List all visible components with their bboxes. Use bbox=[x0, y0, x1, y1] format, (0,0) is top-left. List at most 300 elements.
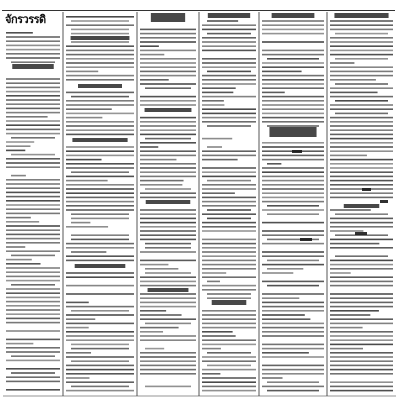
body-text-line bbox=[262, 29, 324, 31]
body-text-line bbox=[6, 87, 60, 89]
body-text-line bbox=[330, 264, 393, 266]
body-text-line bbox=[335, 100, 388, 102]
body-text-line bbox=[66, 54, 134, 56]
body-text-line bbox=[207, 125, 251, 127]
body-text-line bbox=[66, 159, 102, 161]
body-text-line bbox=[6, 318, 60, 320]
body-text-line bbox=[330, 20, 393, 22]
body-text-line bbox=[145, 188, 191, 190]
body-text-line bbox=[66, 255, 134, 257]
body-text-line bbox=[330, 360, 393, 362]
body-text-line bbox=[140, 335, 196, 337]
body-text-line bbox=[6, 145, 30, 147]
body-text-line bbox=[140, 310, 166, 312]
body-text-line bbox=[71, 33, 129, 35]
body-text-line bbox=[140, 37, 196, 39]
body-text-line bbox=[330, 352, 393, 354]
body-text-line bbox=[140, 62, 196, 64]
body-text-line bbox=[6, 381, 60, 383]
body-text-line bbox=[202, 75, 256, 77]
body-text-line bbox=[140, 373, 196, 375]
body-text-line bbox=[330, 142, 393, 144]
body-text-line bbox=[145, 272, 191, 274]
body-text-line bbox=[330, 276, 393, 278]
body-text-line bbox=[6, 158, 60, 160]
body-text-line bbox=[11, 284, 55, 286]
body-text-line bbox=[66, 335, 134, 337]
body-text-line bbox=[71, 348, 129, 350]
body-text-line bbox=[330, 331, 393, 333]
body-text-line bbox=[330, 390, 393, 392]
body-text-line bbox=[207, 352, 251, 354]
body-text-line bbox=[6, 313, 60, 315]
body-text-line bbox=[140, 352, 196, 354]
body-text-line bbox=[262, 79, 324, 81]
body-text-line bbox=[262, 188, 324, 190]
body-text-line bbox=[330, 339, 393, 341]
body-text-line bbox=[66, 197, 134, 199]
body-text-line bbox=[335, 234, 388, 236]
body-text-line bbox=[140, 171, 196, 173]
body-text-line bbox=[6, 238, 60, 240]
body-text-line bbox=[71, 213, 129, 215]
body-text-line bbox=[262, 171, 324, 173]
body-text-line bbox=[262, 251, 324, 253]
body-text-line bbox=[140, 96, 196, 98]
body-text-line bbox=[66, 16, 134, 18]
body-text-line bbox=[11, 61, 55, 63]
body-text-line bbox=[330, 129, 393, 131]
body-text-line bbox=[335, 113, 388, 115]
column-rules bbox=[3, 12, 396, 396]
body-text-line bbox=[262, 306, 324, 308]
body-text-line bbox=[6, 99, 60, 101]
body-text-line bbox=[140, 125, 196, 127]
body-text-line bbox=[6, 360, 60, 362]
body-text-line bbox=[262, 201, 324, 203]
body-text-line bbox=[140, 117, 196, 119]
body-text-line bbox=[262, 180, 324, 182]
body-text-line bbox=[145, 138, 191, 140]
body-text-line bbox=[66, 50, 134, 52]
body-text-line bbox=[207, 71, 251, 73]
body-text-line bbox=[202, 108, 256, 110]
body-text-line bbox=[11, 137, 55, 139]
body-text-line bbox=[140, 66, 196, 68]
body-text-line bbox=[262, 33, 324, 35]
body-text-line bbox=[262, 108, 324, 110]
body-text-line bbox=[66, 306, 134, 308]
body-text-line bbox=[6, 141, 34, 143]
body-text-line bbox=[6, 263, 41, 265]
body-text-line bbox=[330, 79, 376, 81]
body-text-line bbox=[202, 58, 256, 60]
body-text-line bbox=[66, 121, 134, 123]
body-text-line bbox=[140, 218, 196, 220]
body-text-line bbox=[66, 79, 134, 81]
body-text-line bbox=[6, 192, 60, 194]
body-text-line bbox=[202, 276, 256, 278]
body-text-line bbox=[330, 41, 393, 43]
body-text-line bbox=[330, 96, 393, 98]
body-text-line bbox=[207, 209, 251, 211]
body-text-line bbox=[202, 390, 256, 392]
body-text-line bbox=[330, 285, 393, 287]
body-text-line bbox=[66, 377, 89, 379]
body-text-line bbox=[202, 188, 256, 190]
body-text-line bbox=[262, 281, 324, 283]
body-text-line bbox=[66, 373, 134, 375]
body-text-line bbox=[262, 222, 324, 224]
body-text-line bbox=[330, 230, 363, 232]
body-text-line bbox=[202, 201, 256, 203]
body-text-line bbox=[330, 369, 393, 371]
body-text-line bbox=[202, 260, 256, 262]
body-text-line bbox=[330, 386, 393, 388]
body-text-line bbox=[267, 205, 319, 207]
body-text-line bbox=[202, 264, 256, 266]
body-text-line bbox=[330, 176, 393, 178]
body-text-line bbox=[202, 205, 256, 207]
body-text-line bbox=[6, 351, 60, 353]
body-text-line bbox=[66, 276, 134, 278]
body-text-line bbox=[66, 201, 134, 203]
body-text-line bbox=[202, 339, 256, 341]
column-headline bbox=[12, 64, 53, 69]
body-text-line bbox=[6, 116, 48, 118]
body-text-line bbox=[202, 318, 256, 320]
body-text-line bbox=[330, 365, 393, 367]
body-text-line bbox=[202, 369, 256, 371]
body-text-line bbox=[202, 96, 256, 98]
body-text-line bbox=[140, 318, 196, 320]
body-text-line bbox=[330, 121, 393, 123]
body-text-line bbox=[6, 204, 60, 206]
body-text-line bbox=[66, 117, 102, 119]
body-text-line bbox=[330, 335, 393, 337]
column-headline bbox=[212, 300, 247, 305]
body-text-line bbox=[262, 87, 324, 89]
body-text-line bbox=[6, 103, 60, 105]
body-text-line bbox=[6, 234, 60, 236]
body-text-line bbox=[330, 188, 393, 190]
body-text-line bbox=[202, 100, 224, 102]
body-text-line bbox=[71, 20, 129, 22]
body-text-line bbox=[262, 159, 324, 161]
body-text-line bbox=[6, 95, 60, 97]
body-text-line bbox=[202, 348, 221, 350]
body-text-line bbox=[262, 176, 324, 178]
body-text-line bbox=[330, 155, 367, 157]
body-text-line bbox=[66, 293, 134, 295]
column-headline bbox=[272, 13, 315, 18]
body-text-line bbox=[262, 66, 324, 68]
body-text-line bbox=[330, 243, 379, 245]
body-text-line bbox=[145, 243, 191, 245]
body-text-line bbox=[140, 146, 158, 148]
body-text-line bbox=[66, 125, 134, 127]
body-text-line bbox=[262, 83, 324, 85]
body-text-line bbox=[6, 179, 60, 181]
body-text-line bbox=[202, 184, 256, 186]
body-text-line bbox=[262, 104, 324, 106]
body-text-line bbox=[202, 310, 256, 312]
body-text-line bbox=[262, 50, 324, 52]
newspaper-masthead: จักรวรรดิ bbox=[5, 13, 46, 26]
body-text-line bbox=[66, 209, 134, 211]
body-text-line bbox=[71, 251, 106, 253]
body-text-line bbox=[330, 239, 393, 241]
body-text-line bbox=[6, 78, 60, 80]
body-text-line bbox=[6, 91, 60, 93]
body-text-line bbox=[330, 125, 393, 127]
body-text-line bbox=[66, 62, 134, 64]
body-text-line bbox=[66, 75, 134, 77]
body-text-line bbox=[202, 289, 256, 291]
body-text-line bbox=[262, 24, 324, 26]
body-text-line bbox=[6, 183, 60, 185]
body-text-line bbox=[66, 176, 134, 178]
body-text-line bbox=[66, 272, 134, 274]
body-text-line bbox=[330, 117, 393, 119]
body-text-line bbox=[330, 159, 393, 161]
body-text-line bbox=[330, 197, 393, 199]
body-text-line bbox=[262, 255, 324, 257]
body-text-line bbox=[6, 225, 60, 227]
body-text-line bbox=[207, 297, 251, 299]
body-text-line bbox=[202, 138, 232, 140]
body-text-line bbox=[202, 117, 256, 119]
body-text-line bbox=[71, 234, 129, 236]
body-text-line bbox=[66, 365, 134, 367]
body-text-line bbox=[262, 234, 324, 236]
body-text-line bbox=[335, 213, 388, 215]
body-text-line bbox=[202, 171, 256, 173]
body-text-line bbox=[330, 138, 393, 140]
body-text-line bbox=[66, 113, 134, 115]
body-text-line bbox=[330, 344, 393, 346]
body-text-line bbox=[267, 58, 319, 60]
body-text-line bbox=[330, 297, 393, 299]
body-text-line bbox=[202, 381, 256, 383]
body-text-line bbox=[145, 247, 191, 249]
body-text-line bbox=[330, 327, 363, 329]
body-text-line bbox=[330, 163, 393, 165]
body-text-line bbox=[66, 24, 134, 26]
body-text-line bbox=[262, 377, 283, 379]
body-text-line bbox=[140, 79, 169, 81]
body-text-line bbox=[6, 368, 60, 370]
body-text-line bbox=[267, 260, 319, 262]
body-text-line bbox=[262, 230, 324, 232]
body-text-line bbox=[202, 268, 256, 270]
body-text-line bbox=[71, 41, 129, 43]
body-text-line bbox=[66, 192, 134, 194]
body-text-line bbox=[330, 104, 393, 106]
body-text-line bbox=[6, 347, 60, 349]
body-text-line bbox=[262, 146, 324, 148]
body-text-line bbox=[6, 309, 60, 311]
body-text-line bbox=[140, 369, 196, 371]
body-text-line bbox=[6, 82, 60, 84]
body-text-line bbox=[6, 271, 60, 273]
body-text-line bbox=[262, 113, 324, 115]
body-text-line bbox=[202, 285, 256, 287]
body-text-line bbox=[140, 159, 176, 161]
body-text-line bbox=[262, 356, 324, 358]
body-text-line bbox=[207, 293, 251, 295]
bold-inline-mark bbox=[380, 200, 388, 203]
body-text-line bbox=[66, 327, 89, 329]
body-text-line bbox=[6, 280, 60, 282]
column-headline bbox=[146, 200, 191, 204]
body-text-line bbox=[330, 167, 393, 169]
body-text-line bbox=[6, 229, 60, 231]
body-text-line bbox=[71, 310, 129, 312]
body-text-line bbox=[262, 100, 324, 102]
body-text-line bbox=[140, 356, 196, 358]
body-text-line bbox=[140, 75, 196, 77]
body-text-line bbox=[330, 381, 393, 383]
body-text-line bbox=[145, 87, 191, 89]
body-text-line bbox=[207, 218, 251, 220]
body-text-line bbox=[330, 323, 393, 325]
body-text-line bbox=[330, 356, 393, 358]
body-text-line bbox=[202, 360, 256, 362]
body-text-line bbox=[330, 306, 393, 308]
body-text-line bbox=[267, 213, 319, 215]
body-text-line bbox=[330, 226, 393, 228]
body-text-line bbox=[6, 57, 60, 59]
body-text-line bbox=[202, 104, 224, 106]
body-text-line bbox=[262, 184, 324, 186]
body-text-line bbox=[140, 184, 182, 186]
body-text-line bbox=[140, 222, 196, 224]
body-text-line bbox=[202, 243, 256, 245]
body-text-line bbox=[262, 155, 324, 157]
body-text-line bbox=[202, 226, 256, 228]
body-text-line bbox=[330, 268, 393, 270]
body-text-line bbox=[262, 365, 324, 367]
body-text-line bbox=[330, 272, 351, 274]
body-text-line bbox=[6, 221, 39, 223]
body-text-line bbox=[6, 288, 60, 290]
body-text-line bbox=[262, 335, 324, 337]
body-text-line bbox=[140, 104, 196, 106]
body-text-line bbox=[66, 146, 134, 148]
body-text-line bbox=[140, 167, 196, 169]
body-text-line bbox=[6, 200, 60, 202]
body-text-line bbox=[207, 365, 251, 367]
column-headline bbox=[78, 84, 122, 88]
body-text-line bbox=[140, 260, 196, 262]
body-text-line bbox=[202, 29, 256, 31]
body-text-line bbox=[6, 322, 60, 324]
body-text-line bbox=[71, 386, 129, 388]
body-text-line bbox=[202, 176, 256, 178]
body-text-line bbox=[330, 180, 393, 182]
body-text-line bbox=[202, 92, 233, 94]
body-text-line bbox=[66, 243, 134, 245]
body-text-line bbox=[202, 87, 236, 89]
body-text-line bbox=[202, 239, 256, 241]
body-text-line bbox=[202, 83, 256, 85]
body-text-line bbox=[6, 259, 32, 261]
body-text-line bbox=[6, 108, 60, 110]
body-text-line bbox=[330, 92, 378, 94]
body-text-line bbox=[6, 187, 60, 189]
body-text-line bbox=[140, 293, 196, 295]
body-text-line bbox=[330, 50, 393, 52]
body-text-line bbox=[6, 339, 60, 341]
column-headline bbox=[148, 288, 189, 292]
body-text-line bbox=[11, 154, 55, 156]
body-text-line bbox=[6, 40, 60, 42]
body-text-line bbox=[202, 197, 256, 199]
body-text-line bbox=[202, 272, 226, 274]
body-text-line bbox=[202, 314, 256, 316]
body-text-line bbox=[140, 33, 196, 35]
body-text-line bbox=[207, 180, 251, 182]
body-text-line bbox=[330, 146, 393, 148]
body-text-line bbox=[6, 124, 60, 126]
body-text-line bbox=[6, 36, 60, 38]
body-text-line bbox=[66, 356, 134, 358]
body-text-line bbox=[6, 376, 60, 378]
body-text-line bbox=[140, 230, 196, 232]
body-text-line bbox=[330, 302, 393, 304]
body-text-line bbox=[66, 100, 134, 102]
body-text-line bbox=[202, 255, 256, 257]
body-text-line bbox=[6, 343, 33, 345]
body-text-line bbox=[66, 184, 134, 186]
body-text-line bbox=[335, 255, 388, 257]
body-text-line bbox=[66, 150, 134, 152]
body-text-line bbox=[202, 247, 256, 249]
body-text-line bbox=[330, 54, 393, 56]
body-text-line bbox=[202, 50, 256, 52]
body-text-line bbox=[262, 192, 324, 194]
body-text-line bbox=[140, 306, 196, 308]
body-text-line bbox=[262, 344, 324, 346]
body-text-line bbox=[145, 348, 164, 350]
body-text-line bbox=[202, 37, 256, 39]
body-text-line bbox=[262, 117, 324, 119]
body-text-line bbox=[207, 281, 220, 283]
body-text-line bbox=[140, 192, 196, 194]
body-text-line bbox=[330, 310, 379, 312]
body-text-line bbox=[6, 53, 60, 55]
body-text-line bbox=[11, 255, 55, 257]
body-text-line bbox=[207, 146, 222, 148]
body-text-line bbox=[66, 58, 134, 60]
column-headline bbox=[72, 138, 127, 142]
body-text-line bbox=[202, 373, 220, 375]
body-text-line bbox=[262, 331, 324, 333]
body-text-line bbox=[6, 250, 60, 252]
body-text-line bbox=[140, 226, 196, 228]
body-text-line bbox=[66, 247, 134, 249]
body-text-line bbox=[66, 369, 134, 371]
body-text-line bbox=[202, 344, 256, 346]
body-text-line bbox=[330, 66, 393, 68]
body-text-line bbox=[66, 302, 89, 304]
body-text-line bbox=[140, 58, 196, 60]
body-text-line bbox=[262, 348, 324, 350]
body-text-line bbox=[262, 209, 324, 211]
body-text-line bbox=[202, 377, 256, 379]
body-text-line bbox=[66, 104, 134, 106]
